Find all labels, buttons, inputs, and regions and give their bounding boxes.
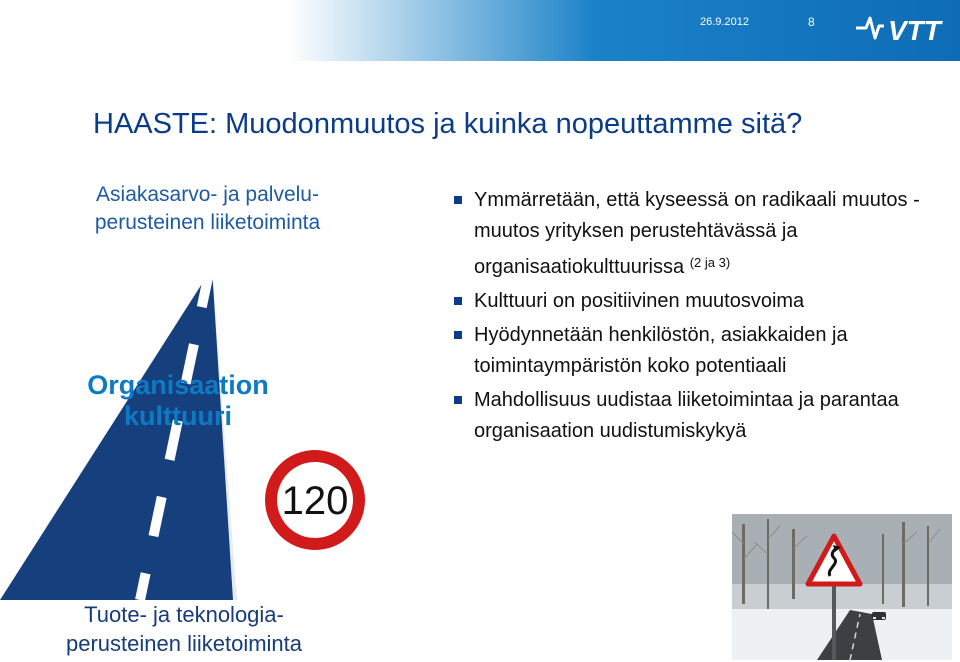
slide-date: 26.9.2012: [700, 16, 749, 28]
bullet-list: [452, 185, 952, 450]
culture-label-line2: kulttuuri: [124, 401, 232, 431]
bullet-square-icon: [454, 297, 462, 305]
bullet-item: [452, 385, 952, 447]
top-label-line2: perusteinen liiketoiminta: [94, 211, 321, 234]
bullet-square-icon: [454, 396, 462, 404]
slide-title: HAASTE: Muodonmuutos ja kuinka nopeuttamme sitä?: [93, 108, 803, 140]
bullet-square-icon: [454, 196, 462, 204]
winter-road-photo: [732, 514, 952, 660]
top-label-line1: Asiakasarvo- ja palvelu-: [96, 183, 319, 206]
speed-limit-sign-icon: [262, 447, 368, 553]
page-number: 8: [808, 15, 815, 29]
bullet-item: [452, 286, 952, 317]
culture-label: [63, 370, 293, 432]
bottom-label-line2: perusteinen liiketoiminta: [65, 631, 303, 656]
top-label: [55, 181, 360, 237]
culture-label-line1: Organisaation: [87, 370, 269, 400]
bottom-label-line1: Tuote- ja teknologia-: [84, 602, 284, 627]
bullet-text: Mahdollisuus uudistaa liiketoimintaa ja parantaa organisaation uudistumiskykyä: [474, 389, 899, 442]
bullet-text: Ymmärretään, että kyseessä on radikaali muutos - muutos yrityksen perustehtävässä ja organisaatiokulttuurissa: [474, 189, 920, 278]
bullet-item: [452, 320, 952, 382]
bullet-text: Kulttuuri on positiivinen muutosvoima: [474, 290, 805, 312]
logo-text: VTT: [888, 15, 941, 46]
speed-limit-value: 120: [281, 479, 349, 523]
bullet-item: [452, 185, 952, 283]
bullet-reference: (2 ja 3): [689, 255, 731, 270]
bullet-text: Hyödynnetään henkilöstön, asiakkaiden ja toimintaympäristön koko potentiaali: [474, 324, 848, 377]
bullet-square-icon: [454, 331, 462, 339]
bottom-label: [34, 600, 334, 658]
